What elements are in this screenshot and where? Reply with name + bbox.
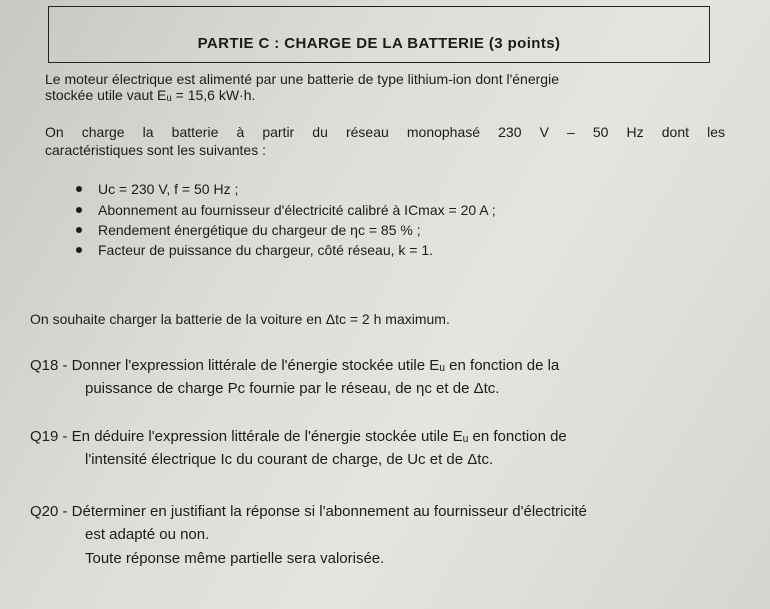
bullet-dot bbox=[76, 227, 82, 233]
bullet-dot bbox=[76, 247, 82, 253]
bullet-dot bbox=[76, 186, 82, 192]
statement-text: On souhaite charger la batterie de la voiture en Δtc = 2 h maximum. bbox=[30, 311, 450, 327]
bullet-item-2: Abonnement au fournisseur d'électricité calibré à ICmax = 20 A ; bbox=[98, 202, 496, 218]
title-frame bbox=[48, 6, 710, 63]
intro-line-3: On charge la batterie à partir du réseau monophasé 230 V – 50 Hz dont les bbox=[45, 124, 725, 140]
intro-line-1: Le moteur électrique est alimenté par une batterie de type lithium-ion dont l'énergie bbox=[45, 71, 559, 87]
question-q20-line-3: Toute réponse même partielle sera valorisée. bbox=[85, 550, 385, 567]
intro-line-2: stockée utile vaut Eᵤ = 15,6 kW·h. bbox=[45, 87, 256, 103]
page-title: PARTIE C : CHARGE DE LA BATTERIE (3 points) bbox=[197, 35, 561, 52]
intro-line-4: caractéristiques sont les suivantes : bbox=[45, 142, 266, 158]
question-q19-line-1: Q19 - En déduire l'expression littérale de l'énergie stockée utile Eᵤ en fonction de bbox=[30, 428, 567, 445]
question-q20-line-1: Q20 - Déterminer en justifiant la réponse si l'abonnement au fournisseur d'électricité bbox=[30, 503, 587, 520]
question-q19-line-2: l'intensité électrique Ic du courant de charge, de Uc et de Δtc. bbox=[85, 451, 494, 468]
bullet-item-4: Facteur de puissance du chargeur, côté réseau, k = 1. bbox=[98, 242, 434, 258]
question-q20-line-2: est adapté ou non. bbox=[85, 526, 210, 543]
question-q18-line-2: puissance de charge Pc fournie par le réseau, de ηc et de Δtc. bbox=[85, 380, 500, 397]
question-q18-line-1: Q18 - Donner l'expression littérale de l'énergie stockée utile Eᵤ en fonction de la bbox=[30, 357, 560, 374]
bullet-item-1: Uc = 230 V, f = 50 Hz ; bbox=[98, 181, 239, 197]
bullet-dot bbox=[76, 207, 82, 213]
bullet-item-3: Rendement énergétique du chargeur de ηc = 85 % ; bbox=[98, 222, 421, 238]
